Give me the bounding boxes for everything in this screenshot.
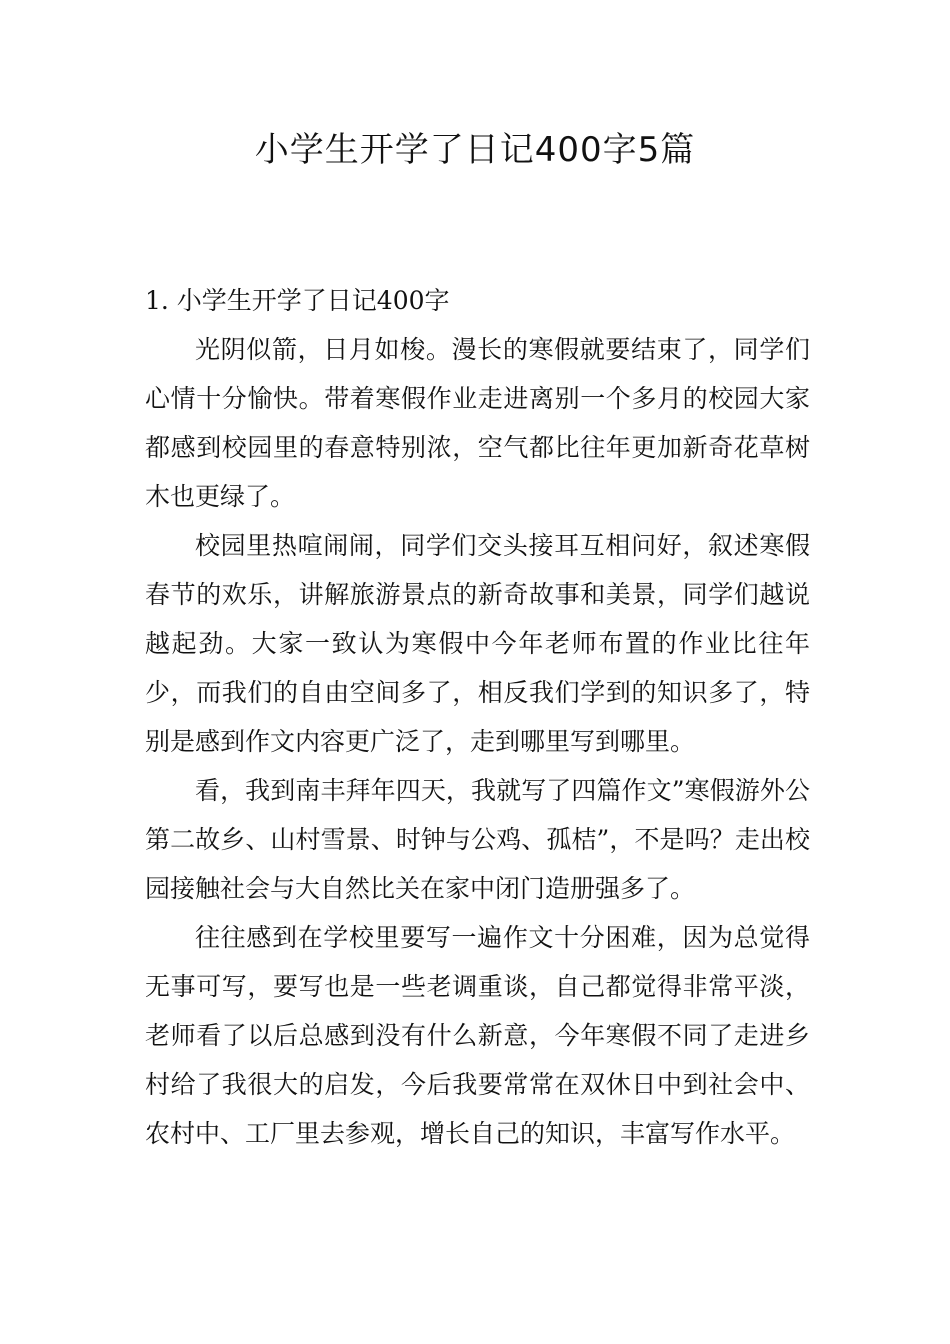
paragraph-4: 往往感到在学校里要写一遍作文十分困难，因为总觉得无事可写，要写也是一些老调重谈，自己都觉得非常平淡，老师看了以后总感到没有什么新意，今年寒假不同了走进乡村给了我很大的启发，今后我要常常在双休日中到社会中、农村中、工厂里去参观，增长自己的知识，丰富写作水平。 [145,923,810,1148]
section-heading: 1. 小学生开学了日记400字 [145,286,450,315]
document-title: 小学生开学了日记400字5篇 [254,130,696,170]
document-body [145,276,810,1158]
paragraph-1: 光阴似箭，日月如梭。漫长的寒假就要结束了，同学们心情十分愉快。带着寒假作业走进离别一个多月的校园大家都感到校园里的春意特别浓，空气都比往年更加新奇花草树木也更绿了。 [145,335,810,511]
paragraph-2: 校园里热喧闹闹，同学们交头接耳互相问好，叙述寒假春节的欢乐，讲解旅游景点的新奇故事和美景，同学们越说越起劲。大家一致认为寒假中今年老师布置的作业比往年少，而我们的自由空间多了，相反我们学到的知识多了，特别是感到作文内容更广泛了，走到哪里写到哪里。 [145,531,810,756]
paragraph-3: 看，我到南丰拜年四天，我就写了四篇作文”寒假游外公第二故乡、山村雪景、时钟与公鸡、孤桔”，不是吗？走出校园接触社会与大自然比关在家中闭门造册强多了。 [145,776,810,903]
